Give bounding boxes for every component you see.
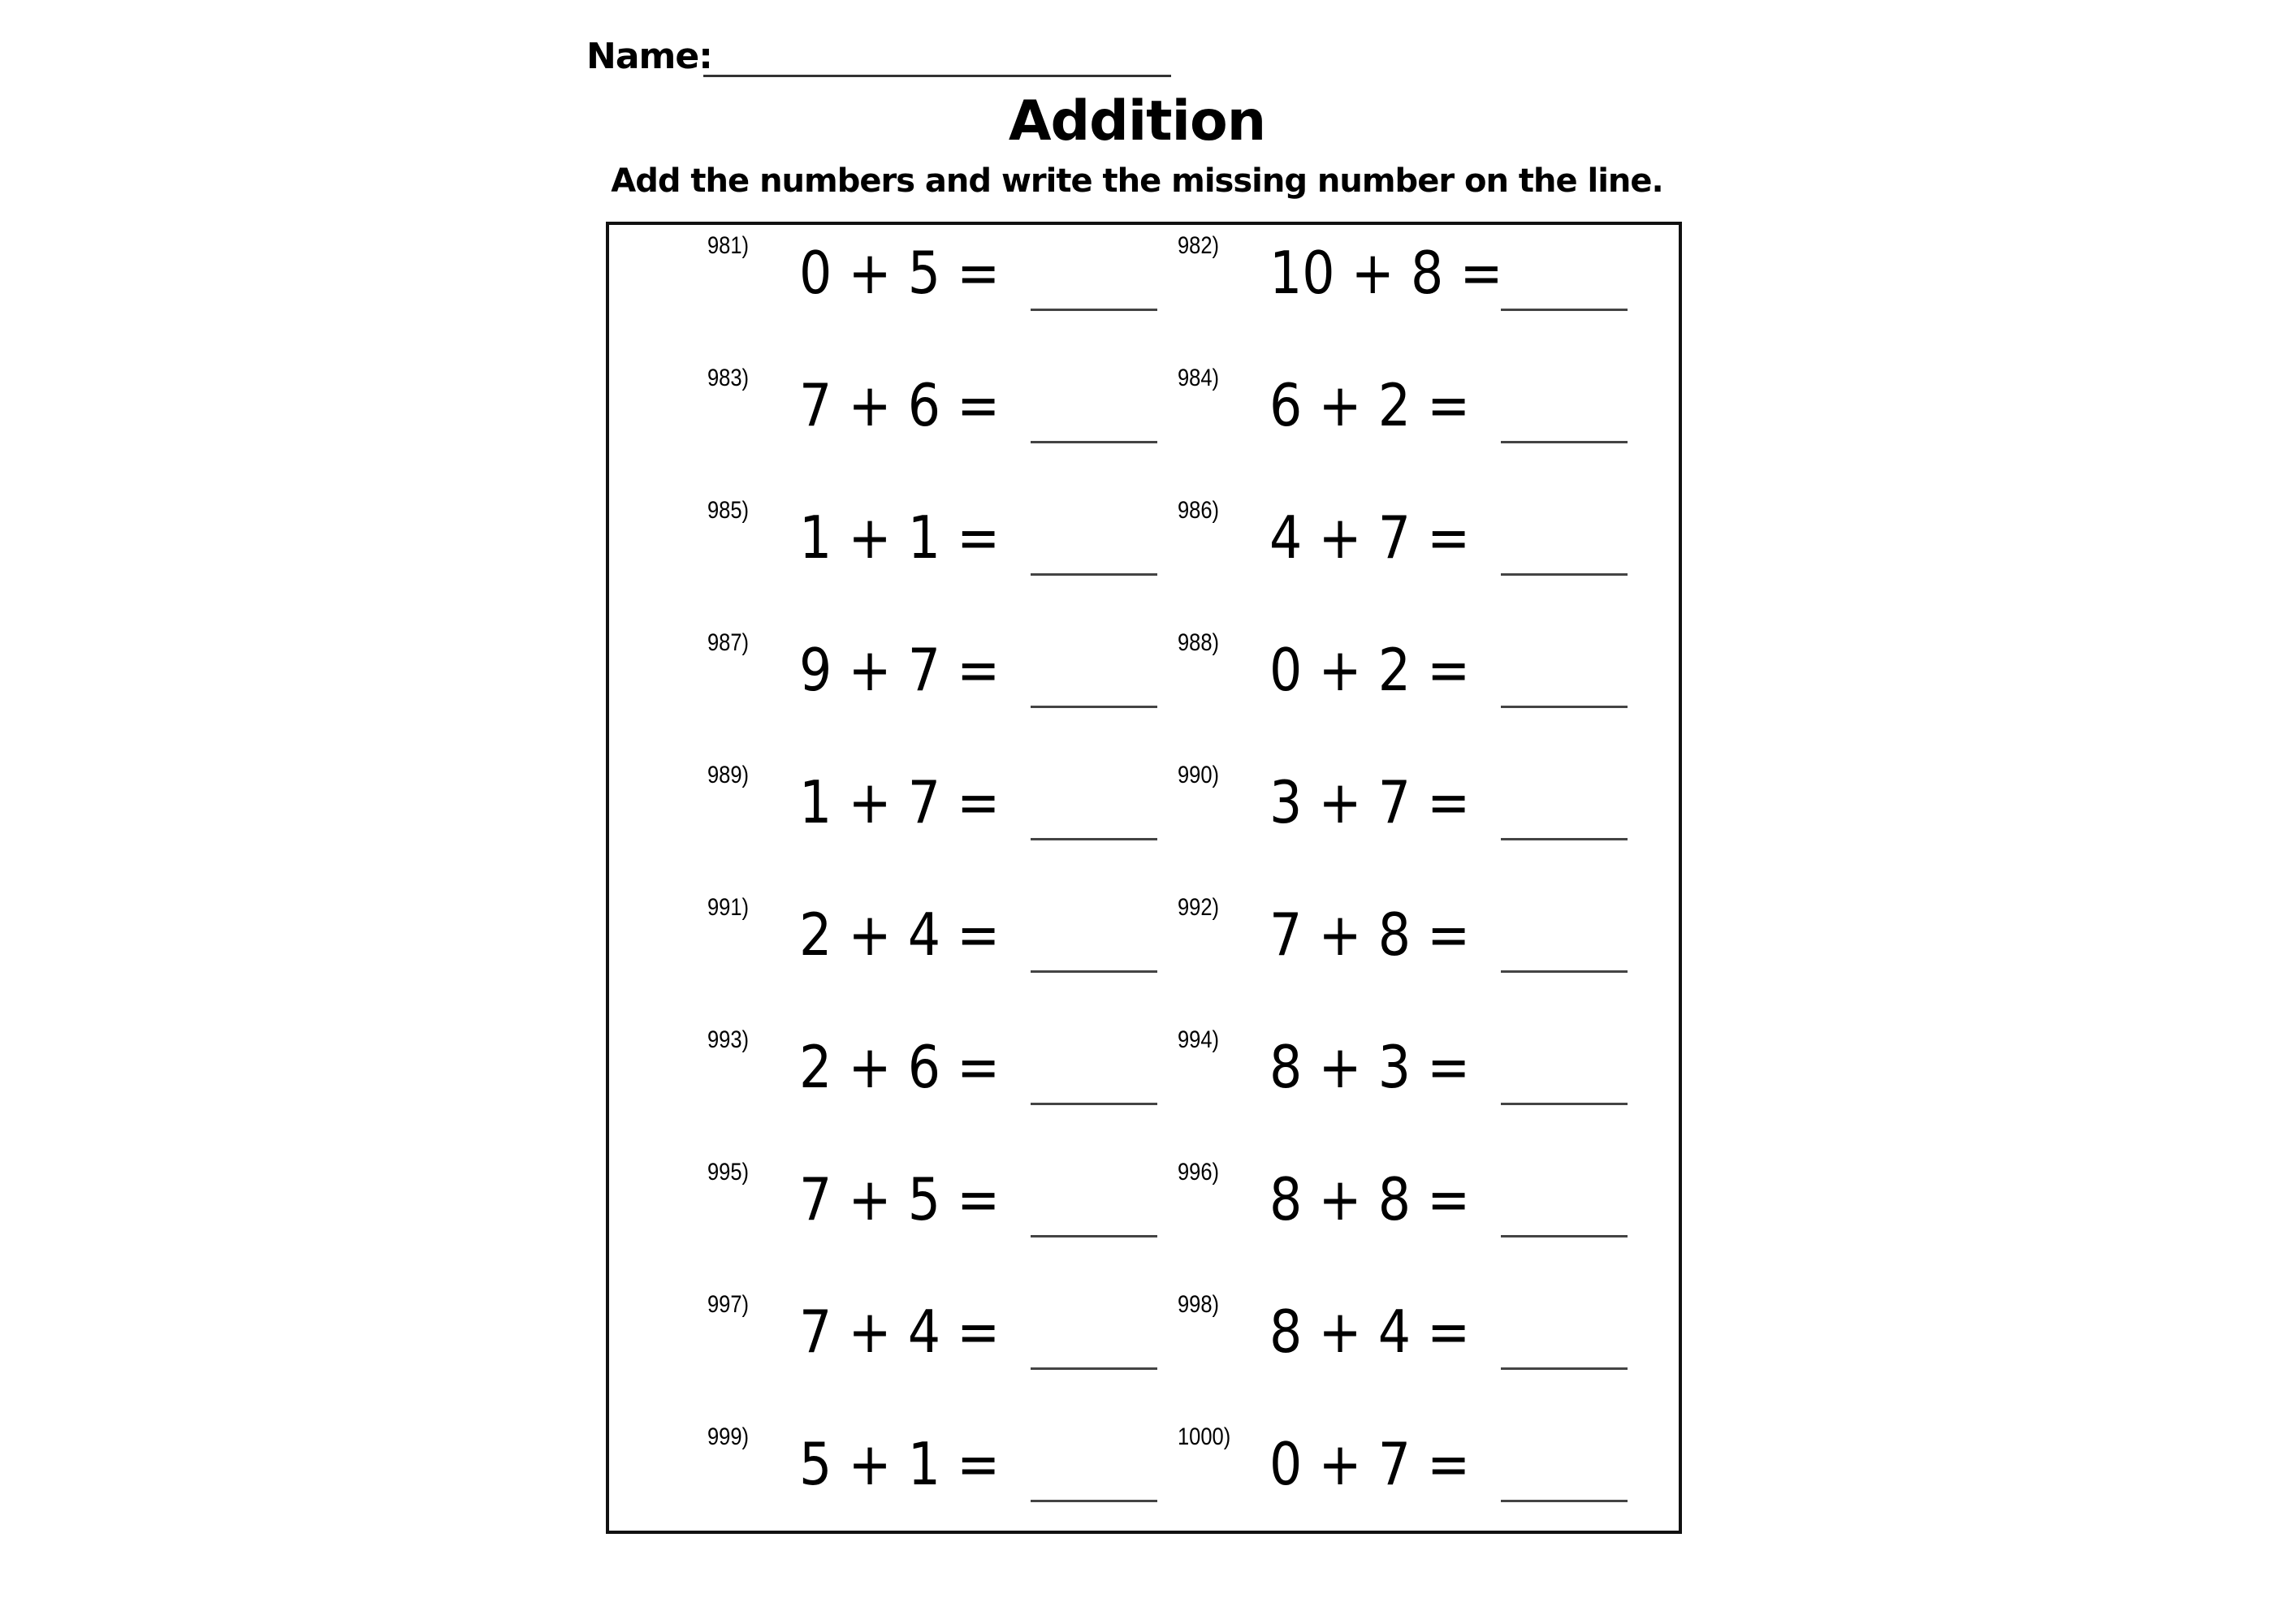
name-label: Name:: [586, 36, 712, 77]
addend-b: 2: [1377, 371, 1412, 439]
addend-b: 5: [907, 239, 941, 307]
plus-sign: +: [1318, 1298, 1362, 1366]
problem-item: [1178, 1020, 1632, 1142]
addend-b: 7: [907, 768, 941, 836]
equals-sign: =: [1427, 371, 1471, 439]
addend-b: 1: [907, 1430, 941, 1498]
problem-item: [707, 358, 1162, 480]
problem-number: 993): [707, 1026, 750, 1053]
problem-expression: [799, 1430, 1000, 1498]
problem-number: 999): [707, 1423, 750, 1450]
addend-a: 8: [1269, 1165, 1303, 1233]
equals-sign: =: [957, 503, 1001, 572]
addend-b: 6: [907, 371, 941, 439]
answer-line[interactable]: [1501, 706, 1628, 708]
problem-number: 995): [707, 1159, 750, 1186]
answer-line[interactable]: [1031, 309, 1157, 311]
addend-a: 8: [1269, 1298, 1303, 1366]
answer-line[interactable]: [1031, 1235, 1157, 1237]
addend-b: 8: [1377, 1165, 1412, 1233]
problem-number: 982): [1178, 232, 1220, 259]
addend-a: 2: [799, 901, 832, 969]
addend-b: 4: [1377, 1298, 1412, 1366]
addend-b: 8: [1411, 239, 1444, 307]
addend-a: 7: [799, 1165, 832, 1233]
addend-b: 1: [907, 503, 941, 572]
plus-sign: +: [848, 901, 892, 969]
problem-expression: [799, 1033, 1000, 1101]
addend-a: 1: [799, 768, 832, 836]
addend-a: 2: [799, 1033, 832, 1101]
equals-sign: =: [957, 239, 1001, 307]
addend-b: 5: [907, 1165, 941, 1233]
problem-expression: [799, 1298, 1000, 1366]
addend-a: 4: [1269, 503, 1303, 572]
addend-a: 0: [799, 239, 832, 307]
plus-sign: +: [1351, 239, 1394, 307]
addend-a: 6: [1269, 371, 1303, 439]
addend-a: 10: [1269, 239, 1335, 307]
worksheet-title: Addition: [1008, 89, 1266, 153]
name-input-line[interactable]: [703, 75, 1171, 77]
equals-sign: =: [1427, 768, 1471, 836]
problem-number: 989): [707, 762, 750, 788]
problem-number: 1000): [1178, 1423, 1231, 1450]
plus-sign: +: [848, 1033, 892, 1101]
problem-number: 992): [1178, 894, 1220, 921]
problem-number: 986): [1178, 497, 1220, 524]
addend-b: 3: [1377, 1033, 1412, 1101]
problem-item: [707, 1285, 1162, 1406]
problem-item: [707, 226, 1162, 348]
problem-expression: [799, 636, 1000, 704]
problem-number: 981): [707, 232, 750, 259]
problem-expression: [1269, 636, 1470, 704]
addend-b: 6: [907, 1033, 941, 1101]
problem-item: [707, 755, 1162, 877]
problem-number: 998): [1178, 1291, 1220, 1318]
problem-item: [707, 490, 1162, 612]
addend-a: 7: [799, 371, 832, 439]
problem-expression: [1269, 1165, 1470, 1233]
problem-expression: [1269, 1298, 1470, 1366]
equals-sign: =: [957, 1298, 1001, 1366]
problem-number: 985): [707, 497, 750, 524]
problem-number: 990): [1178, 762, 1220, 788]
answer-line[interactable]: [1501, 441, 1628, 443]
problem-item: [707, 623, 1162, 745]
problem-item: [1178, 490, 1632, 612]
equals-sign: =: [957, 1430, 1001, 1498]
equals-sign: =: [1427, 1298, 1471, 1366]
plus-sign: +: [1318, 636, 1362, 704]
answer-line[interactable]: [1501, 1500, 1628, 1502]
problem-expression: [1269, 901, 1470, 969]
problem-item: [1178, 226, 1632, 348]
problem-item: [1178, 755, 1632, 877]
addend-b: 7: [1377, 1430, 1412, 1498]
instructions: Add the numbers and write the missing number on the line.: [611, 162, 1663, 200]
plus-sign: +: [848, 371, 892, 439]
plus-sign: +: [1318, 1430, 1362, 1498]
problem-expression: [1269, 768, 1470, 836]
equals-sign: =: [1427, 636, 1471, 704]
problem-item: [1178, 623, 1632, 745]
problem-item: [707, 1417, 1162, 1539]
problem-expression: [1269, 1430, 1470, 1498]
answer-line[interactable]: [1501, 838, 1628, 840]
addend-b: 7: [1377, 768, 1412, 836]
plus-sign: +: [1318, 371, 1362, 439]
problem-expression: [799, 901, 1000, 969]
problem-item: [1178, 1417, 1632, 1539]
answer-line[interactable]: [1031, 1103, 1157, 1105]
addend-a: 1: [799, 503, 832, 572]
problem-expression: [1269, 371, 1470, 439]
equals-sign: =: [1427, 901, 1471, 969]
equals-sign: =: [1427, 1165, 1471, 1233]
addend-b: 7: [907, 636, 941, 704]
problem-number: 994): [1178, 1026, 1220, 1053]
answer-line[interactable]: [1501, 1103, 1628, 1105]
plus-sign: +: [848, 636, 892, 704]
problem-expression: [1269, 1033, 1470, 1101]
addend-a: 7: [799, 1298, 832, 1366]
answer-line[interactable]: [1501, 1367, 1628, 1370]
problem-expression: [799, 371, 1000, 439]
plus-sign: +: [1318, 503, 1362, 572]
problem-number: 983): [707, 365, 750, 391]
addend-b: 4: [907, 1298, 941, 1366]
problem-number: 988): [1178, 629, 1220, 656]
addend-b: 7: [1377, 503, 1412, 572]
equals-sign: =: [1427, 1033, 1471, 1101]
problem-expression: [799, 239, 1000, 307]
addend-b: 4: [907, 901, 941, 969]
plus-sign: +: [848, 1430, 892, 1498]
problem-item: [1178, 888, 1632, 1009]
problem-item: [1178, 1285, 1632, 1406]
problem-item: [707, 1152, 1162, 1274]
addend-a: 5: [799, 1430, 832, 1498]
addend-a: 9: [799, 636, 832, 704]
addend-a: 3: [1269, 768, 1303, 836]
equals-sign: =: [1459, 239, 1503, 307]
answer-line[interactable]: [1031, 838, 1157, 840]
equals-sign: =: [1427, 503, 1471, 572]
problem-expression: [1269, 239, 1503, 307]
equals-sign: =: [1427, 1430, 1471, 1498]
equals-sign: =: [957, 901, 1001, 969]
equals-sign: =: [957, 371, 1001, 439]
problem-item: [1178, 358, 1632, 480]
problem-item: [707, 1020, 1162, 1142]
problem-number: 987): [707, 629, 750, 656]
equals-sign: =: [957, 636, 1001, 704]
plus-sign: +: [1318, 1165, 1362, 1233]
answer-line[interactable]: [1031, 1500, 1157, 1502]
equals-sign: =: [957, 768, 1001, 836]
equals-sign: =: [957, 1165, 1001, 1233]
problem-number: 991): [707, 894, 750, 921]
problem-number: 996): [1178, 1159, 1220, 1186]
problem-expression: [799, 503, 1000, 572]
plus-sign: +: [848, 239, 892, 307]
answer-line[interactable]: [1031, 441, 1157, 443]
addend-a: 8: [1269, 1033, 1303, 1101]
plus-sign: +: [848, 768, 892, 836]
answer-line[interactable]: [1031, 573, 1157, 576]
addend-a: 0: [1269, 636, 1303, 704]
answer-line[interactable]: [1501, 970, 1628, 973]
addend-b: 2: [1377, 636, 1412, 704]
addend-a: 0: [1269, 1430, 1303, 1498]
answer-line[interactable]: [1031, 1367, 1157, 1370]
answer-line[interactable]: [1501, 309, 1628, 311]
plus-sign: +: [1318, 1033, 1362, 1101]
plus-sign: +: [1318, 901, 1362, 969]
problem-expression: [799, 1165, 1000, 1233]
problem-number: 984): [1178, 365, 1220, 391]
problem-item: [1178, 1152, 1632, 1274]
equals-sign: =: [957, 1033, 1001, 1101]
answer-line[interactable]: [1501, 1235, 1628, 1237]
problem-number: 997): [707, 1291, 750, 1318]
answer-line[interactable]: [1031, 706, 1157, 708]
addend-b: 8: [1377, 901, 1412, 969]
answer-line[interactable]: [1501, 573, 1628, 576]
answer-line[interactable]: [1031, 970, 1157, 973]
plus-sign: +: [848, 1165, 892, 1233]
addend-a: 7: [1269, 901, 1303, 969]
plus-sign: +: [848, 1298, 892, 1366]
problem-expression: [1269, 503, 1470, 572]
problem-expression: [799, 768, 1000, 836]
plus-sign: +: [1318, 768, 1362, 836]
problem-item: [707, 888, 1162, 1009]
plus-sign: +: [848, 503, 892, 572]
